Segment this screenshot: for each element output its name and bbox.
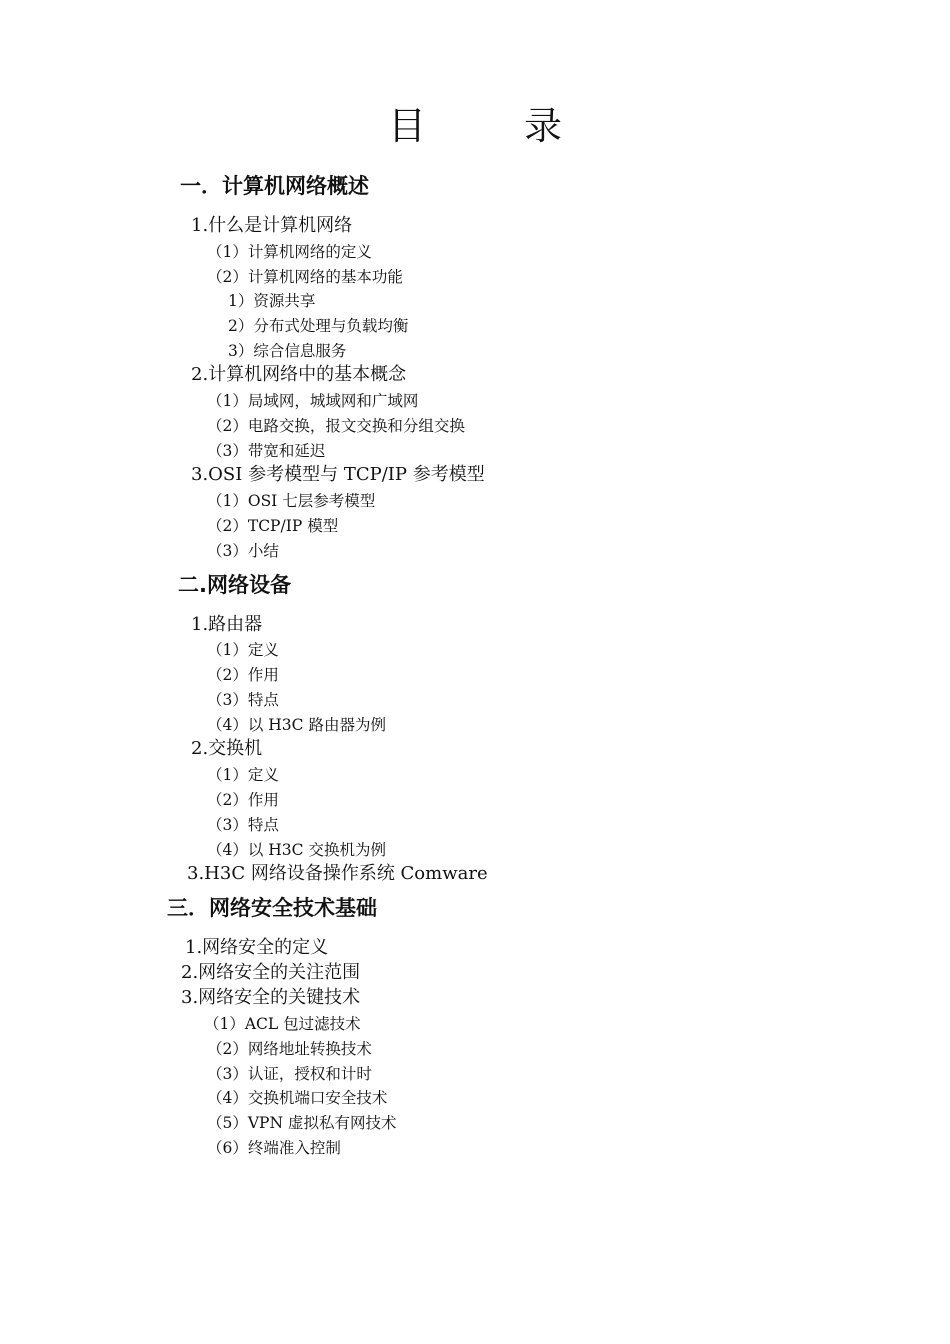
toc-chapter-item: 2.计算机网络中的基本概念 (191, 364, 407, 385)
toc-subitem: （4）以 H3C 交换机为例 (207, 841, 386, 859)
toc-subitem: （1）计算机网络的定义 (207, 243, 372, 261)
toc-subitem: （1）定义 (207, 641, 279, 659)
toc-subitem: （3）特点 (207, 691, 279, 709)
toc-section-heading: 二.网络设备 (178, 573, 291, 597)
toc-subitem: （4）以 H3C 路由器为例 (207, 716, 386, 734)
toc-chapter-item: 2.交换机 (191, 738, 263, 759)
toc-chapter-item: 1.路由器 (191, 614, 263, 635)
toc-subitem: （2）TCP/IP 模型 (207, 517, 339, 535)
toc-chapter-item: 3.H3C 网络设备操作系统 Comware (187, 863, 488, 884)
toc-chapter-item: 1.网络安全的定义 (185, 937, 329, 958)
toc-subitem: （3）特点 (207, 816, 279, 834)
toc-subsubitem: 3）综合信息服务 (228, 342, 347, 360)
toc-subitem: （6）终端准入控制 (207, 1139, 341, 1157)
toc-subsubitem: 1）资源共享 (228, 292, 316, 310)
toc-subitem: （1）ACL 包过滤技术 (204, 1015, 361, 1033)
toc-subitem: （3）带宽和延迟 (207, 442, 326, 460)
toc-subitem: （3）小结 (207, 542, 279, 560)
toc-subitem: （2）计算机网络的基本功能 (207, 268, 403, 286)
toc-subsubitem: 2）分布式处理与负载均衡 (228, 317, 409, 335)
page-title (0, 100, 950, 152)
toc-subitem: （1）OSI 七层参考模型 (207, 492, 376, 510)
toc-section-heading: 一．计算机网络概述 (180, 174, 369, 198)
toc-chapter-item: 3.网络安全的关键技术 (181, 987, 361, 1008)
toc-subitem: （2）电路交换，报文交换和分组交换 (207, 417, 465, 435)
toc-section-heading: 三．网络安全技术基础 (167, 896, 377, 920)
toc-subitem: （3）认证，授权和计时 (207, 1065, 372, 1083)
toc-chapter-item: 3.OSI 参考模型与 TCP/IP 参考模型 (191, 464, 485, 485)
toc-subitem: （2）网络地址转换技术 (207, 1040, 372, 1058)
toc-subitem: （2）作用 (207, 666, 279, 684)
title-char-2: 录 (523, 104, 562, 148)
toc-subitem: （4）交换机端口安全技术 (207, 1089, 388, 1107)
title-char-1: 目 (387, 104, 426, 148)
toc-chapter-item: 1.什么是计算机网络 (191, 215, 353, 236)
toc-subitem: （1）定义 (207, 766, 279, 784)
toc-chapter-item: 2.网络安全的关注范围 (181, 962, 361, 983)
toc-subitem: （1）局域网，城域网和广域网 (207, 392, 419, 410)
toc-subitem: （5）VPN 虚拟私有网技术 (207, 1114, 397, 1132)
toc-subitem: （2）作用 (207, 791, 279, 809)
